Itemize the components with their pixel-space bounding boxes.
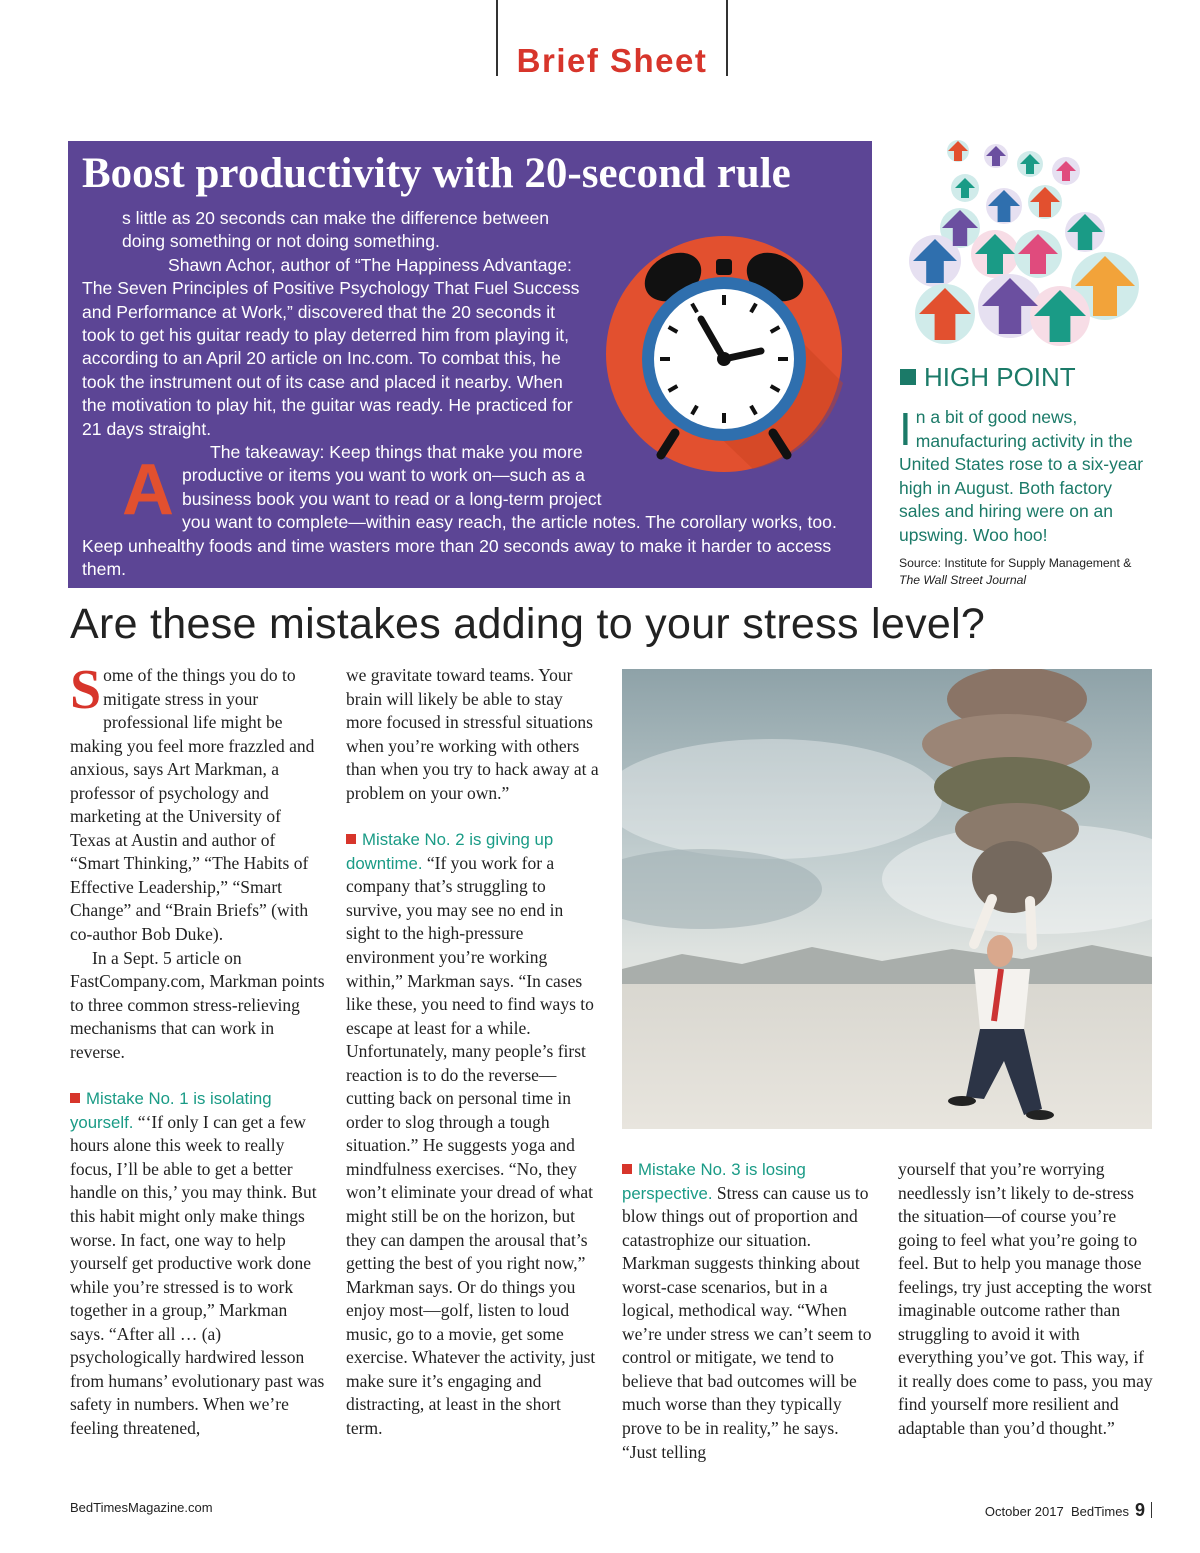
mistake-1-heading: Mistake No. 1 is isolating yourself. (70, 1089, 272, 1132)
footer-issue: October 2017 BedTimes 9 (985, 1500, 1152, 1521)
mistake-2-heading: Mistake No. 2 is giving up downtime. (346, 830, 554, 873)
footer-divider (1151, 1502, 1152, 1518)
mistake-1: Mistake No. 1 is isolating yourself. “‘If only I can get a few hours alone this week to really focus, I’ll be able to get a better handle on this,’ you may think. But this habit might only make things worse. In fact, one way to help yourself get productive work done while you’re stressed is to work together in a group,” Markman says. “After all … (a) psychologically hardwired lesson from humans’ evolutionary past was safety in numbers. When we’re feeling threatened, (70, 1089, 325, 1438)
article-paragraph: we gravitate toward teams. Your brain will likely be able to stay more focused in stressful situations when you’re working with others than when you try to hack away at a problem on your own.” (346, 665, 599, 803)
page-number: 9 (1134, 1500, 1145, 1520)
growth-arrows-illustration (900, 136, 1150, 358)
square-bullet-icon (900, 369, 916, 385)
article-column-2 (346, 664, 601, 1441)
article-column-3 (622, 1158, 877, 1464)
section-label: Brief Sheet (516, 42, 708, 79)
red-bullet-icon (622, 1164, 632, 1174)
article-column-4 (898, 1158, 1153, 1441)
header-divider-right (726, 0, 728, 76)
red-bullet-icon (346, 834, 356, 844)
feature-paragraph: A s little as 20 seconds can make the difference between doing something or not doing something. (122, 208, 550, 530)
high-point-body: In a bit of good news, manufacturing activity in the United States rose to a six-year high in August. Both factory sales and hiring were on an upswing. Woo hoo! (899, 403, 1144, 545)
footer-site: BedTimesMagazine.com (70, 1500, 213, 1515)
feature-dropcap: A (122, 450, 174, 530)
article-paragraph: Some of the things you do to mitigate stress in your professional life might be making you feel more frazzled and anxious, says Art Markman, a professor of psychology and marketing at the University of Texas at Austin and author of “Smart Thinking,” “The Habits of Effective Leadership,” “Smart Change” and “Brain Briefs” (with co-author Bob Duke). (70, 659, 315, 945)
high-point-source: Source: Institute for Supply Management & The Wall Street Journal (899, 556, 1132, 587)
mistake-3-heading: Mistake No. 3 is losing perspective. (622, 1160, 806, 1203)
feature-title: Boost productivity with 20-second rule (82, 150, 791, 197)
article-paragraph: yourself that you’re worrying needlessly isn’t likely to de-stress the situation—of course you’re going to feel what you’re going to feel. But to help you manage those feelings, try just accepting the worst imaginable outcome rather than struggling to avoid it with everything you’ve got. This way, if it really does come to pass, you may find yourself more resilient and adaptable than you’d thought.” (898, 1159, 1153, 1439)
feature-box (68, 141, 872, 588)
article-headline: Are these mistakes adding to your stress level? (70, 600, 986, 648)
feature-paragraph: The takeaway: Keep things that make you more productive or items you want to work on—such as a business book you want to read or a long-term project you want to complete—within easy reach, the article notes. The corollary works, too. Keep unhealthy foods and time wasters more than 20 seconds away to make it harder to access them. (82, 442, 837, 580)
article-column-1 (70, 659, 325, 1441)
stressed-man-holding-rocks-photo (622, 669, 1152, 1129)
red-bullet-icon (70, 1093, 80, 1103)
article-dropcap: S (70, 659, 102, 721)
alarm-clock-illustration (603, 233, 845, 475)
mistake-2: Mistake No. 2 is giving up downtime. “If you work for a company that’s struggling to survive, you may see no end in sight to the high-pressure environment you’re working within,” Markman says. “In cases like these, you need to find ways to escape at least for a while. Unfortunately, many people’s first reaction is to do the reverse—cutting back on personal time in order to slog through a tough situation.” He suggests yoga and mindfulness exercises. “No, they won’t eliminate your dread of what might still be on the horizon, but they can dampen the arousal that’s getting the best of you right now,” Markman says. Or do things you enjoy most—golf, listen to loud music, go to a movie, get some exercise. Whatever the activity, just make sure it’s engaging and distracting, at least in the short term. (346, 830, 596, 1438)
mistake-3: Mistake No. 3 is losing perspective. Stress can cause us to blow things out of proportion and catastrophize our situation. Markman suggests thinking about worst-case scenarios, but in a logical, methodical way. “When we’re under stress we can’t seem to control or mitigate, we tend to believe that bad outcomes will be much worse than they typically prove to be in reality,” he says. “Just telling (622, 1160, 872, 1462)
alarm-clock-icon (603, 233, 845, 475)
article-paragraph: In a Sept. 5 article on FastCompany.com, Markman points to three common stress-relieving mechanisms that can work in reverse. (70, 947, 325, 1062)
high-point-heading: HIGH POINT (900, 362, 1076, 393)
high-point-dropcap: I (899, 403, 912, 455)
feature-paragraph: Shawn Achor, author of “The Happiness Advantage: The Seven Principles of Positive Psychology That Fuel Success and Performance at Work,” discovered that the 20 seconds it took to get his guitar ready to play deterred him from playing it, according to an April 20 article on Inc.com. To combat this, he took the instrument out of its case and placed it nearby. When the motivation to play hit, the guitar was ready. He practiced for 21 days straight. (82, 254, 580, 439)
arrows-icon (900, 136, 1150, 358)
